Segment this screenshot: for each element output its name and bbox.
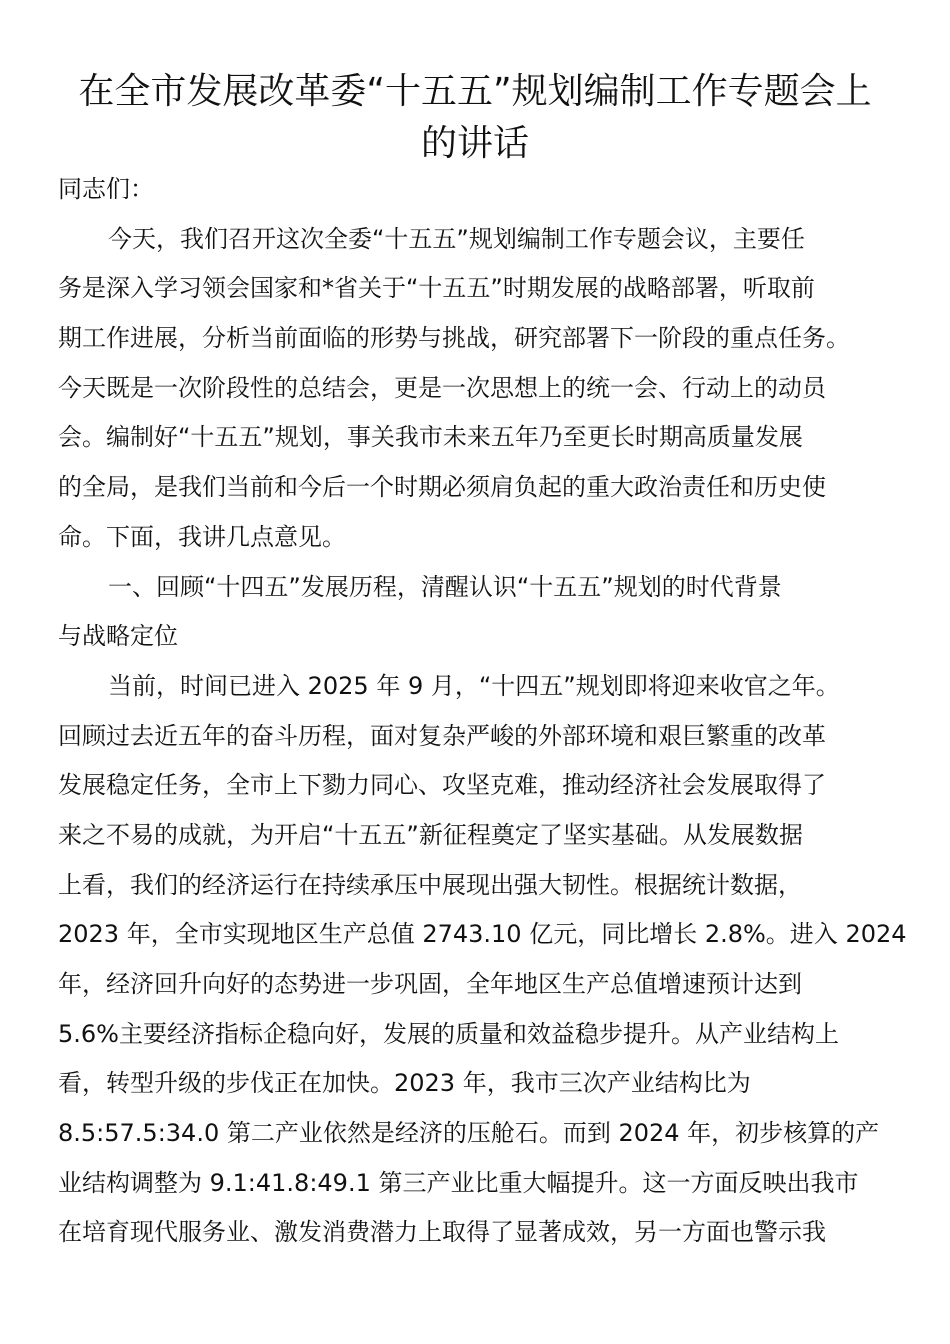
- text-line: 发展稳定任务，全市上下勠力同心、攻坚克难，推动经济社会发展取得了: [58, 771, 826, 800]
- paragraph-lines: [58, 215, 907, 1258]
- salutation: 同志们：: [58, 175, 154, 203]
- title-line-2: 的讲话: [420, 123, 529, 164]
- text-line: 务是深入学习领会国家和*省关于“十五五”时期发展的战略部署，听取前: [58, 274, 815, 303]
- document-title: [40, 66, 910, 170]
- text-line: 会。编制好“十五五”规划，事关我市未来五年乃至更长时期高质量发展: [58, 423, 803, 452]
- text-line: 上看，我们的经济运行在持续承压中展现出强大韧性。根据统计数据，: [58, 870, 802, 899]
- text-line: 来之不易的成就，为开启“十五五”新征程奠定了坚实基础。从发展数据: [58, 820, 803, 849]
- text-line: 当前，时间已进入 2025 年 9 月，“十四五”规划即将迎来收官之年。: [108, 671, 840, 700]
- text-line: 今天既是一次阶段性的总结会，更是一次思想上的统一会、行动上的动员: [58, 373, 826, 402]
- text-line: 年，经济回升向好的态势进一步巩固，全年地区生产总值增速预计达到: [58, 970, 802, 998]
- text-line: 的全局，是我们当前和今后一个时期必须肩负起的重大政治责任和历史使: [58, 473, 826, 502]
- text-line: 一、回顾“十四五”发展历程，清醒认识“十五五”规划的时代背景: [108, 572, 782, 601]
- text-line: 回顾过去近五年的奋斗历程，面对复杂严峻的外部环境和艰巨繁重的改革: [58, 721, 826, 750]
- text-line: 业结构调整为 9.1:41.8:49.1 第三产业比重大幅提升。这一方面反映出我市: [58, 1168, 859, 1197]
- document-body: [58, 165, 907, 1258]
- text-line: 2023 年，全市实现地区生产总值 2743.10 亿元，同比增长 2.8%。进入 2024: [58, 920, 907, 949]
- text-line: 看，转型升级的步伐正在加快。2023 年，我市三次产业结构比为: [58, 1069, 751, 1098]
- text-line: 5.6%主要经济指标企稳向好，发展的质量和效益稳步提升。从产业结构上: [58, 1019, 839, 1048]
- text-line: 与战略定位: [58, 622, 178, 651]
- text-line: 8.5:57.5:34.0 第二产业依然是经济的压舱石。而到 2024 年，初步核算的产: [58, 1119, 880, 1148]
- text-line: 在培育现代服务业、激发消费潜力上取得了显著成效，另一方面也警示我: [58, 1218, 826, 1247]
- text-line: 期工作进展，分析当前面临的形势与挑战，研究部署下一阶段的重点任务。: [58, 324, 850, 353]
- title-line-1: 在全市发展改革委“十五五”规划编制工作专题会上: [78, 71, 872, 112]
- text-line: 命。下面，我讲几点意见。: [58, 522, 346, 551]
- text-line: 今天，我们召开这次全委“十五五”规划编制工作专题会议，主要任: [108, 224, 805, 253]
